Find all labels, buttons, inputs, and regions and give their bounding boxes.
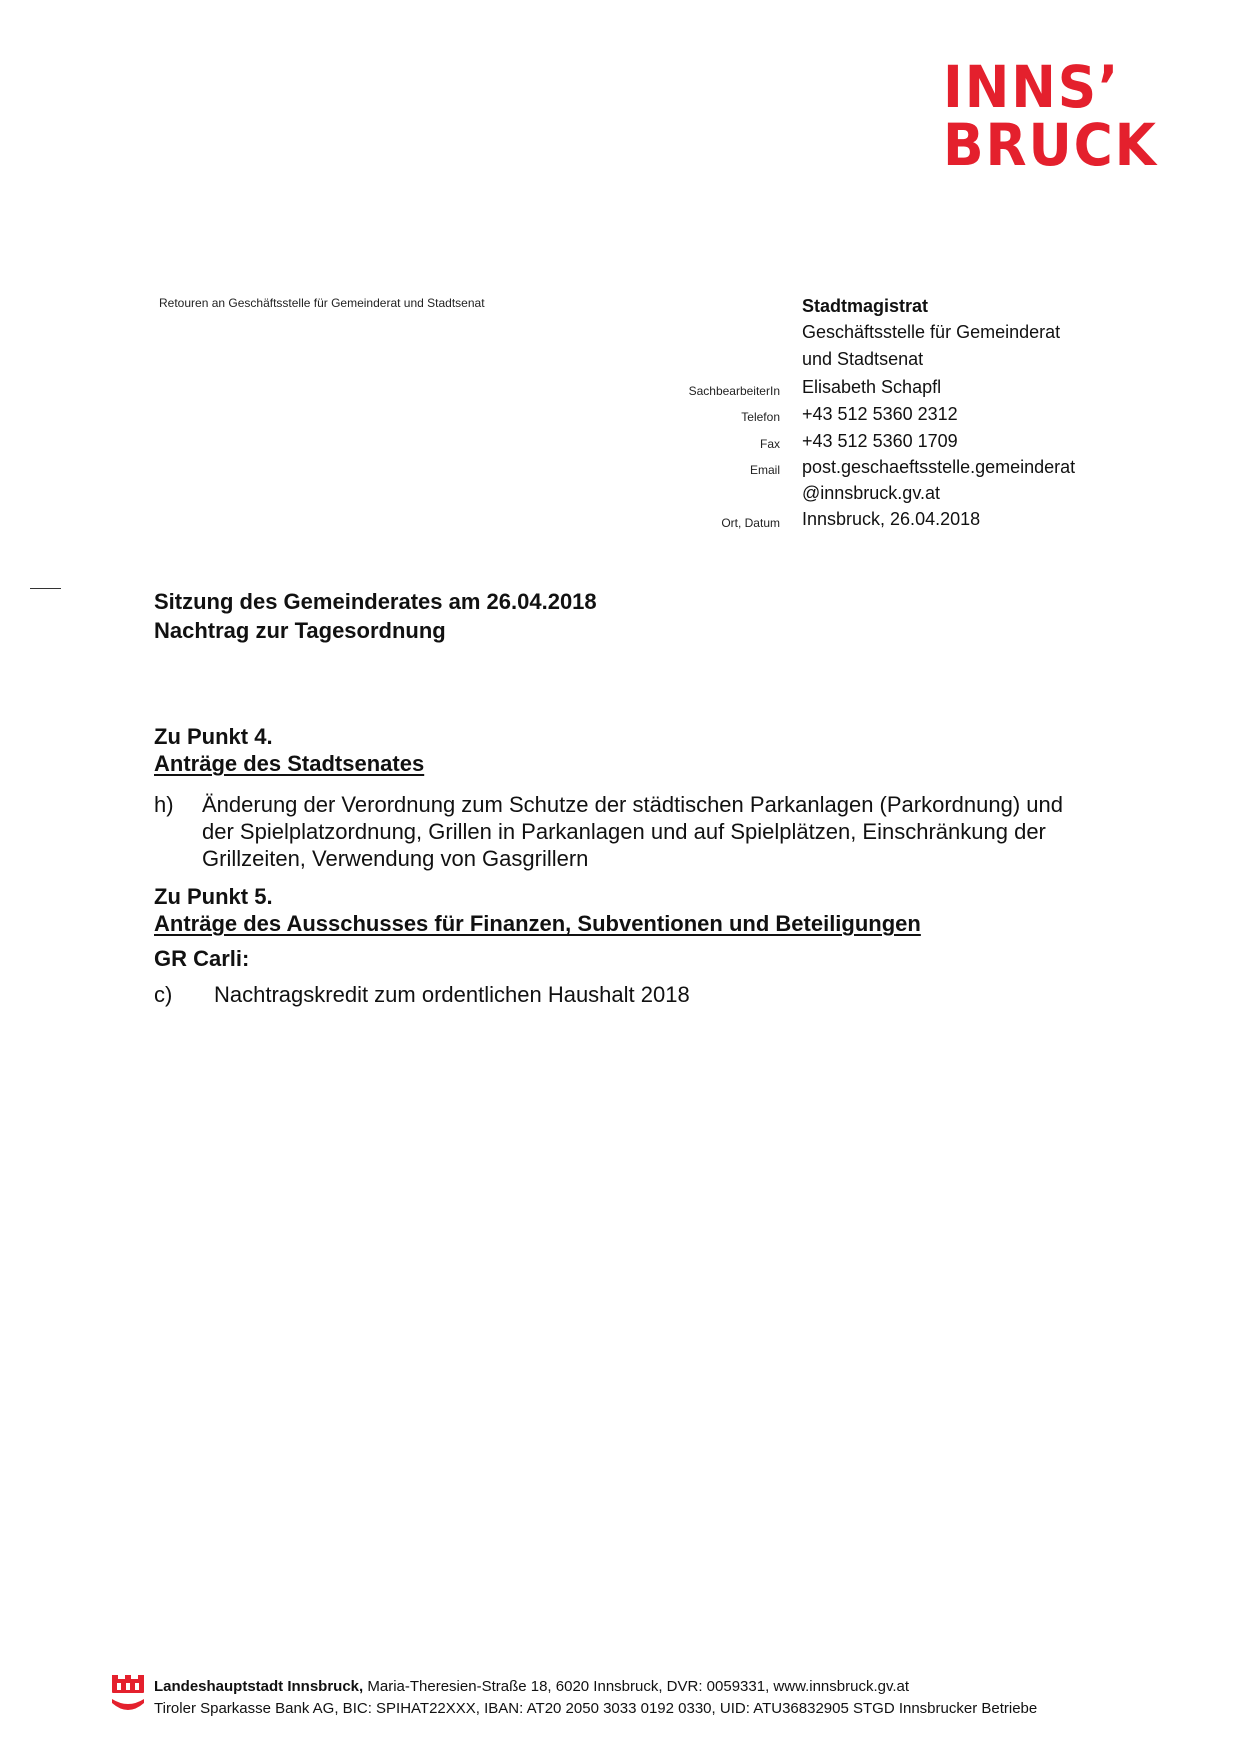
item-h-letter: h) [154, 792, 174, 817]
fax-value: +43 512 5360 1709 [802, 431, 958, 451]
sender-title: Stadtmagistrat [802, 296, 929, 316]
footer-bank-details: Tiroler Sparkasse Bank AG, BIC: SPIHAT22XXX, IBAN: AT20 2050 3033 0192 0330, UID: ATU36832905 STGD Innsbrucker Betriebe [154, 1700, 1038, 1717]
fold-mark [30, 588, 61, 589]
city-coat-of-arms-icon [110, 1675, 146, 1715]
fax-label: Fax [759, 437, 780, 451]
item-h-line-1: Änderung der Verordnung zum Schutze der städtischen Parkanlagen (Parkordnung) und [202, 792, 1063, 817]
place-date-value: Innsbruck, 26.04.2018 [802, 509, 981, 529]
email-label: Email [749, 463, 780, 477]
sender-department-line-2: und Stadtsenat [802, 349, 924, 369]
speaker-label: GR Carli: [154, 946, 250, 971]
item-h-line-2: der Spielplatzordnung, Grillen in Parkanlagen und auf Spielplätzen, Einschränkung der [202, 819, 1046, 844]
logo-line-1: INNS’ [943, 53, 1121, 121]
city-logo [943, 53, 1193, 179]
sender-department-line-1: Geschäftsstelle für Gemeinderat [802, 322, 1061, 342]
item-c-letter: c) [154, 982, 173, 1007]
place-date-label: Ort, Datum [721, 516, 780, 530]
clerk-label: SachbearbeiterIn [688, 384, 780, 398]
return-address: Retouren an Geschäftsstelle für Gemeinderat und Stadtsenat [159, 296, 485, 310]
footer-address [154, 1677, 909, 1697]
clerk-value: Elisabeth Schapfl [802, 377, 942, 397]
phone-label: Telefon [741, 410, 780, 424]
item-c-text: Nachtragskredit zum ordentlichen Haushalt 2018 [214, 982, 690, 1007]
footer-address-details: Maria-Theresien-Straße 18, 6020 Innsbruck, DVR: 0059331, www.innsbruck.gv.at [363, 1678, 910, 1695]
page-title: Sitzung des Gemeinderates am 26.04.2018 [154, 589, 597, 614]
section-4-title: Zu Punkt 4. [154, 724, 273, 749]
footer-org-name: Landeshauptstadt Innsbruck, [154, 1678, 364, 1695]
section-5-subtitle: Anträge des Ausschusses für Finanzen, Subventionen und Beteiligungen [154, 911, 921, 936]
email-value-line-2: @innsbruck.gv.at [802, 483, 940, 503]
email-value-line-1: post.geschaeftsstelle.gemeinderat [802, 457, 1076, 477]
section-4-subtitle: Anträge des Stadtsenates [154, 751, 425, 776]
item-h-line-3: Grillzeiten, Verwendung von Gasgrillern [202, 846, 589, 871]
logo-line-2: BRUCK [943, 111, 1158, 179]
page-subtitle: Nachtrag zur Tagesordnung [154, 618, 446, 643]
phone-value: +43 512 5360 2312 [802, 404, 958, 424]
section-5-title: Zu Punkt 5. [154, 884, 273, 909]
